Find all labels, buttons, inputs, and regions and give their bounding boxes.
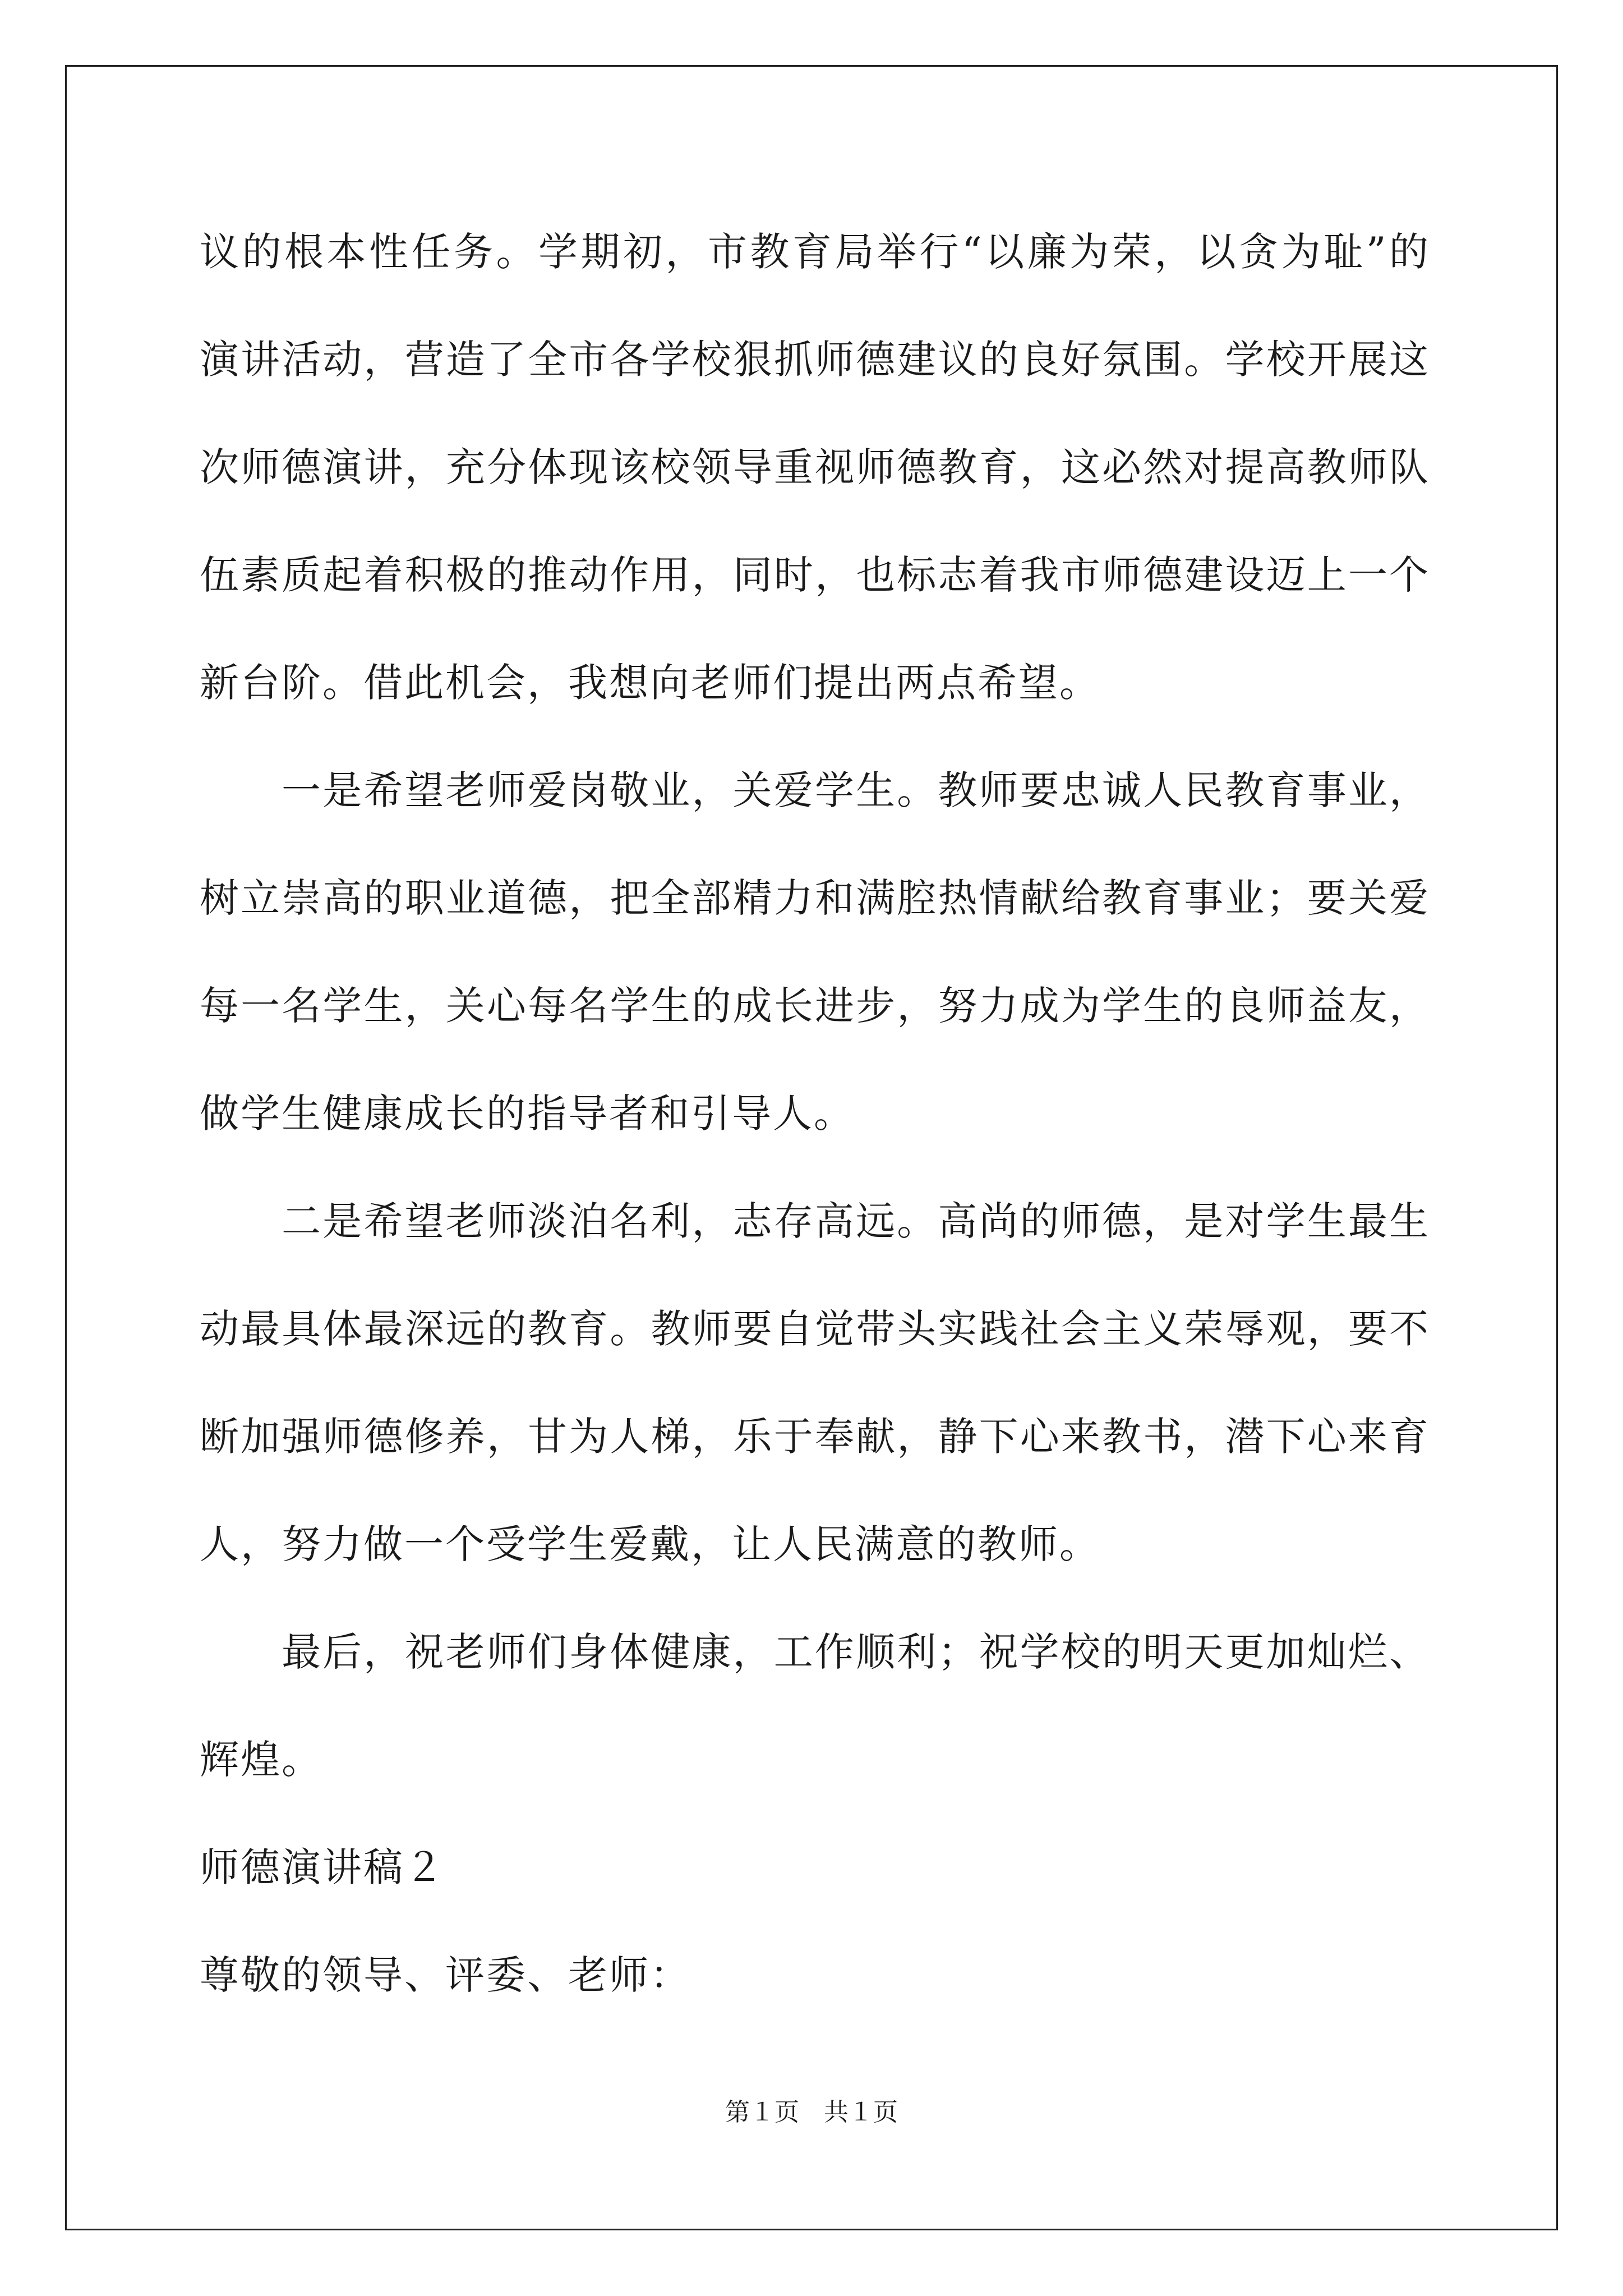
paragraph-continuation: 议的根本性任务。学期初，市教育局举行“以廉为荣，以贪为耻”的演讲活动，营造了全市各学校狠抓师德建议的良好氛围。学校开展这次师德演讲，充分体现该校领导重视师德教育，这必然对提高教师队伍素质起着积极的推动作用，同时，也标志着我市师德建设迈上一个新台阶。借此机会，我想向老师们提出两点希望。 [200,229,1430,706]
paragraph-hope-two: 二是希望老师淡泊名利，志存高远。高尚的师德，是对学生最生动最具体最深远的教育。教师要自觉带头实践社会主义荣辱观，要不断加强师德修养，甘为人梯，乐于奉献，静下心来教书，潜下心来育人，努力做一个受学生爱戴，让人民满意的教师。 [200,1198,1430,1567]
section-title: 师德演讲稿２ [200,1844,445,1890]
paragraph-closing: 最后，祝老师们身体健康，工作顺利；祝学校的明天更加灿烂、辉煌。 [200,1629,1430,1783]
page-number-label: 第１页 共１页 [725,2098,898,2127]
salutation: 尊敬的领导、评委、老师： [200,1952,691,1998]
page-footer [0,2096,1623,2129]
paragraph-hope-one: 一是希望老师爱岗敬业，关爱学生。教师要忠诚人民教育事业，树立崇高的职业道德，把全部精力和满腔热情献给教育事业；要关爱每一名学生，关心每名学生的成长进步，努力成为学生的良师益友，做学生健康成长的指导者和引导人。 [200,767,1430,1137]
document-body [200,198,1430,2029]
